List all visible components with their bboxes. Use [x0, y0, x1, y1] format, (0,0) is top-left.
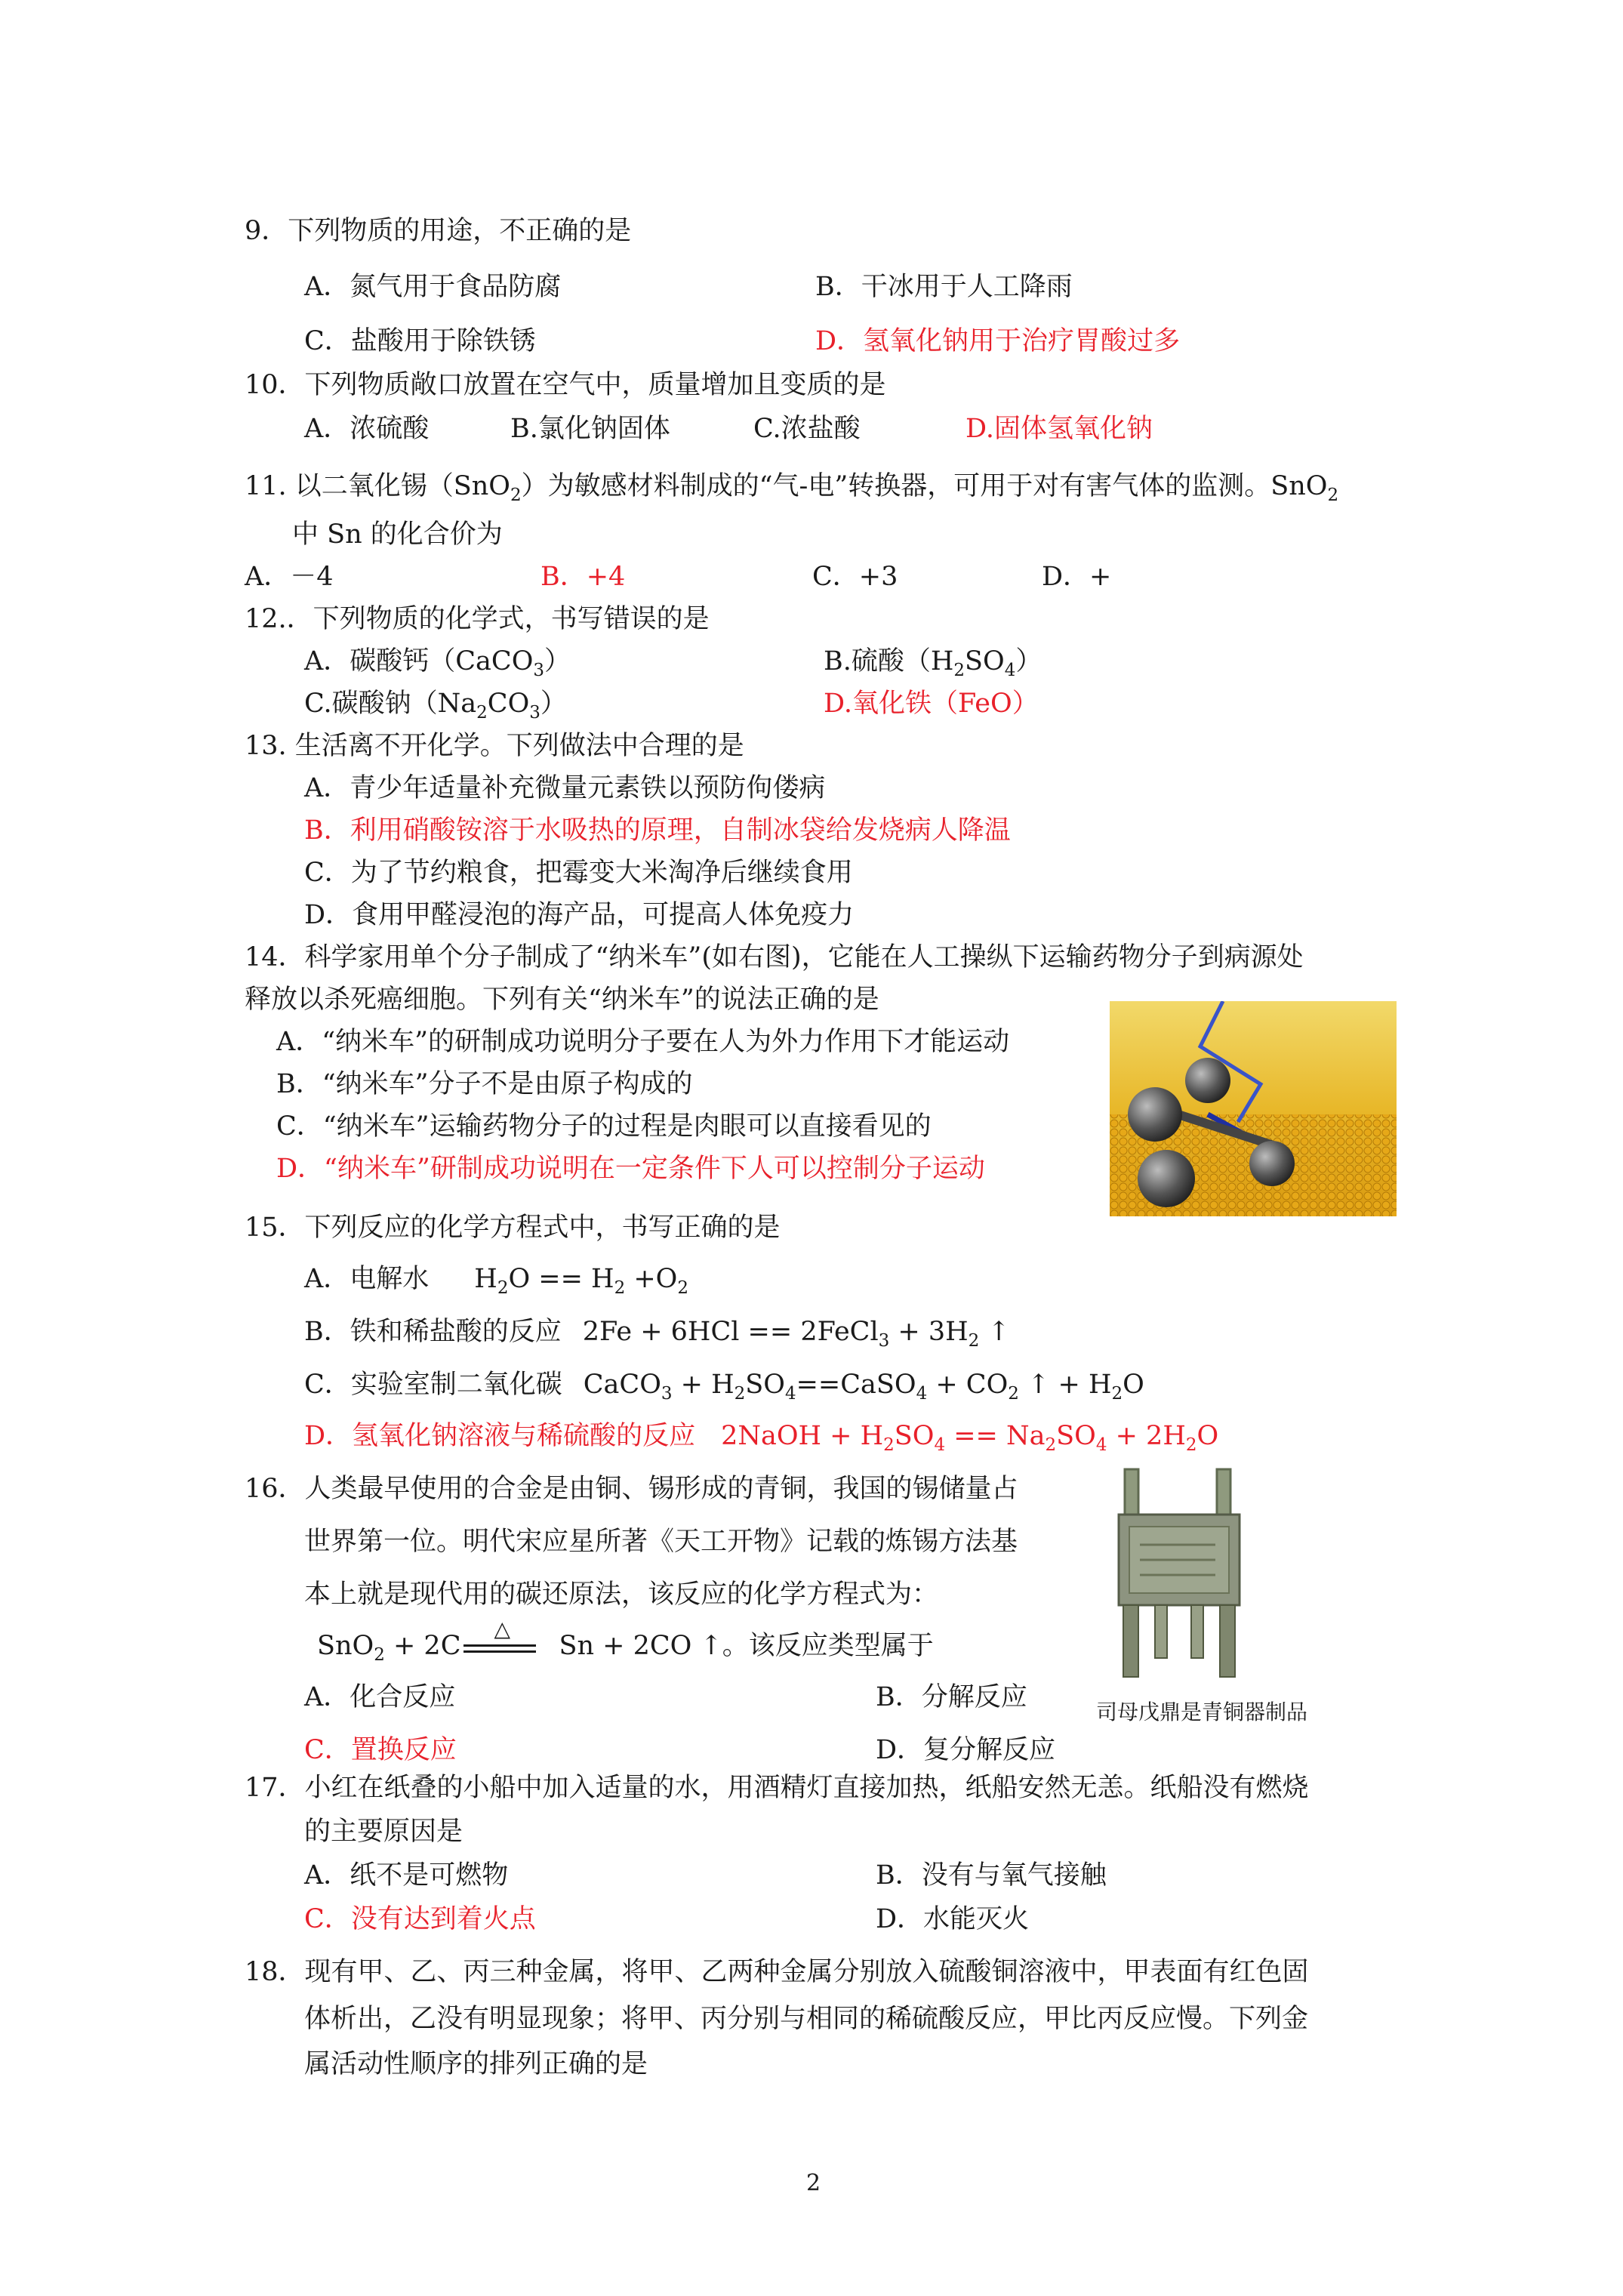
q16-option-c-answer: C．置换反应 — [304, 1735, 457, 1765]
q17-option-a: A．纸不是可燃物 — [304, 1860, 509, 1891]
q15-stem: 15．下列反应的化学方程式中，书写正确的是 — [245, 1213, 781, 1243]
bronze-ding-image — [1102, 1462, 1253, 1688]
q15-option-a: A．电解水 $H_2O == H_2 +O_2$ — [304, 1264, 689, 1298]
q12-option-b-mid: SO — [965, 646, 1005, 676]
ding-caption: 司母戊鼎是青铜器制品 — [1096, 1700, 1308, 1724]
q12-option-a-text: A．碳酸钙（CaCO — [304, 646, 534, 676]
page-number: 2 — [806, 2170, 821, 2196]
q15-option-b-label: B．铁和稀盐酸的反应 — [304, 1317, 562, 1347]
nanocar-image — [1110, 1001, 1397, 1216]
q13-option-d: D．食用甲醛浸泡的海产品，可提高人体免疫力 — [304, 900, 855, 930]
q12-option-b: B.硫酸$(H_2SO_4)$ — [824, 646, 1042, 680]
q11-option-c: C．+3 — [812, 562, 898, 592]
q10-option-d-answer: D.固体氢氧化钠 — [965, 414, 1153, 444]
q10-stem: 10．下列物质敞口放置在空气中，质量增加且变质的是 — [245, 370, 886, 400]
q18-stem-line3: 属活动性顺序的排列正确的是 — [304, 2049, 648, 2079]
q15-option-d-label: D．氢氧化钠溶液与稀硫酸的反应 — [304, 1421, 696, 1451]
q11-stem-line2: 中 Sn 的化合价为 — [292, 519, 503, 550]
q16-option-b: B．分解反应 — [876, 1682, 1027, 1712]
q12-option-c-mid: CO — [487, 689, 530, 719]
q10-option-a: A．浓硫酸 — [304, 414, 430, 444]
q13-stem: 13. 生活离不开化学。下列做法中合理的是 — [245, 731, 744, 761]
heat-equals-sign: △ — [460, 1629, 539, 1663]
q12-stem: 12.．下列物质的化学式，书写错误的是 — [245, 604, 710, 634]
q11-option-b-answer: B．+4 — [540, 562, 626, 592]
q16-option-a: A．化合反应 — [304, 1682, 456, 1712]
q17-stem-line2: 的主要原因是 — [304, 1817, 463, 1847]
q11-stem-part1: 11. 以二氧化锡（SnO — [245, 471, 511, 501]
q14-option-d-answer: D．“纳米车”研制成功说明在一定条件下人可以控制分子运动 — [276, 1154, 985, 1184]
q9-stem: 9．下列物质的用途，不正确的是 — [245, 216, 632, 246]
q16-equation: SnO$_2$ + 2C △ Sn + 2CO ↑。该反应类型属于 — [317, 1616, 934, 1665]
q16-stem-line2: 世界第一位。明代宋应星所著《天工开物》记载的炼锡方法基 — [304, 1527, 1018, 1557]
q16-option-d: D．复分解反应 — [876, 1735, 1056, 1765]
q12-option-c: C.碳酸钠$(Na_2CO_3)$ — [304, 689, 567, 723]
q18-stem: 18．现有甲、乙、丙三种金属，将甲、乙两种金属分别放入硫酸铜溶液中，甲表面有红色固 — [245, 1957, 1309, 1987]
q14-option-b: B．“纳米车”分子不是由原子构成的 — [276, 1069, 693, 1099]
q16-stem: 16．人类最早使用的合金是由铜、锡形成的青铜，我国的锡储量占 — [245, 1474, 1018, 1504]
q12-option-c-close: ） — [540, 689, 567, 719]
q11-stem-part2: ）为敏感材料制成的“气-电”转换器，可用于对有害气体的监测。SnO — [521, 471, 1328, 501]
q12-option-a-close: ） — [544, 646, 571, 676]
q11-stem: 11. 以二氧化锡（SnO$_2$）为敏感材料制成的“气-电”转换器，可用于对有害气体的监测。SnO$_2$ — [245, 471, 1339, 505]
q14-stem-line2: 释放以杀死癌细胞。下列有关“纳米车”的说法正确的是 — [245, 985, 879, 1015]
q14-option-c: C．“纳米车”运输药物分子的过程是肉眼可以直接看见的 — [276, 1111, 932, 1142]
q16-equation-tail: 。该反应类型属于 — [722, 1631, 934, 1661]
q12-option-b-close: ） — [1015, 646, 1042, 676]
q15-option-c-label: C．实验室制二氧化碳 — [304, 1370, 562, 1400]
q17-stem: 17．小红在纸叠的小船中加入适量的水，用酒精灯直接加热，纸船安然无恙。纸船没有燃烧 — [245, 1773, 1309, 1803]
q17-option-c-answer: C．没有达到着火点 — [304, 1904, 536, 1934]
q10-option-c: C.浓盐酸 — [753, 414, 861, 444]
q9-option-b: B．干冰用于人工降雨 — [815, 272, 1073, 302]
q15-option-b: B．铁和稀盐酸的反应 2Fe + 6HCl == 2FeCl$_3$ + $3H_2$ ↑ — [304, 1317, 1010, 1351]
q10-option-b: B.氯化钠固体 — [510, 414, 670, 444]
q17-option-b: B．没有与氧气接触 — [876, 1860, 1107, 1891]
q12-option-a: A．碳酸钙（CaCO$_3$） — [304, 646, 571, 680]
q17-option-d: D．水能灭火 — [876, 1904, 1030, 1934]
q11-option-a: A．－4 — [245, 562, 334, 592]
q14-option-a: A．“纳米车”的研制成功说明分子要在人为外力作用下才能运动 — [276, 1027, 1010, 1057]
q13-option-a: A．青少年适量补充微量元素铁以预防佝偻病 — [304, 773, 826, 803]
q16-stem-line3: 本上就是现代用的碳还原法，该反应的化学方程式为： — [304, 1579, 939, 1610]
q9-option-d-answer: D．氢氧化钠用于治疗胃酸过多 — [815, 326, 1181, 356]
q9-option-c: C．盐酸用于除铁锈 — [304, 326, 536, 356]
q11-option-d: D．+ — [1042, 562, 1112, 592]
q12-option-d-answer: D.氧化铁（FeO） — [824, 689, 1039, 719]
q9-option-a: A．氮气用于食品防腐 — [304, 272, 562, 302]
q13-option-b-answer: B．利用硝酸铵溶于水吸热的原理，自制冰袋给发烧病人降温 — [304, 815, 1011, 846]
q15-option-d-answer: D．氢氧化钠溶液与稀硫酸的反应 2NaOH + $H_2SO_4 == Na_2SO_4 + 2H_2O$ — [304, 1421, 1219, 1455]
q12-option-c-text: C.碳酸钠（Na — [304, 689, 477, 719]
q15-option-a-label: A．电解水 — [304, 1264, 430, 1294]
q12-option-b-text: B.硫酸（H — [824, 646, 954, 676]
q18-stem-line2: 体析出，乙没有明显现象；将甲、丙分别与相同的稀硫酸反应，甲比丙反应慢。下列金 — [304, 2004, 1309, 2034]
q15-option-c: C．实验室制二氧化碳 CaCO$_3$ + $H_2SO_4==CaSO_4 + CO_2$ ↑ + $H_2O$ — [304, 1370, 1144, 1404]
q14-stem: 14．科学家用单个分子制成了“纳米车”(如右图)，它能在人工操纵下运输药物分子到病源处 — [245, 942, 1304, 972]
q13-option-c: C．为了节约粮食，把霉变大米淘净后继续食用 — [304, 858, 853, 888]
